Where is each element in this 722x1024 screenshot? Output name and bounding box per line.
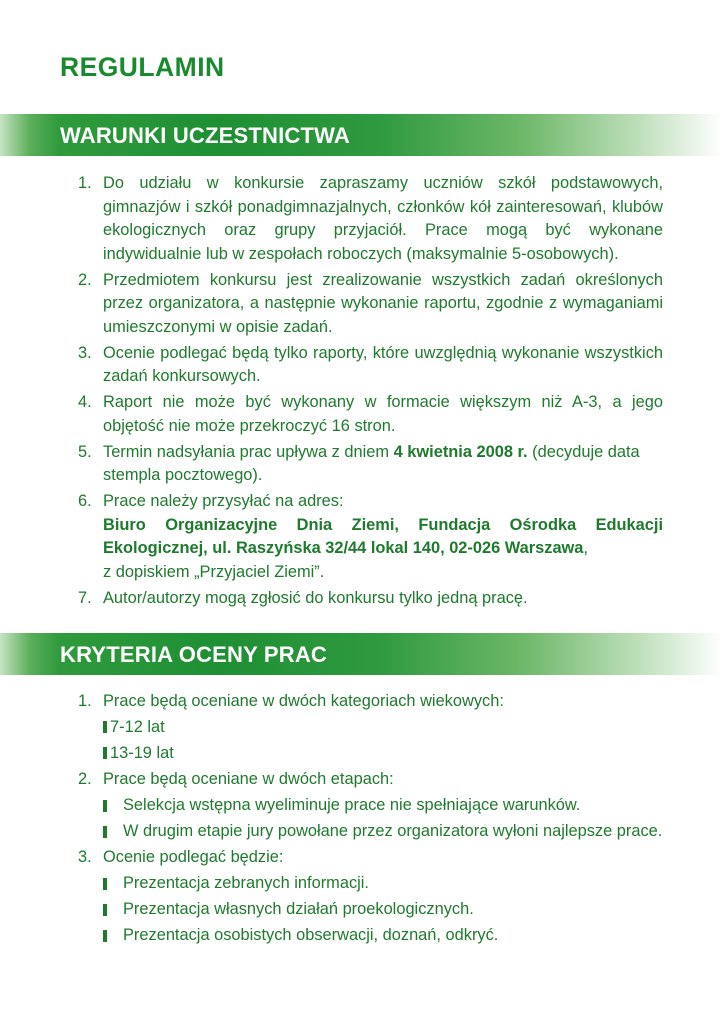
- list-item: [78, 690, 663, 714]
- sub-item-text: Prezentacja zebranych informacji.: [123, 874, 369, 892]
- item-text: Prace będą oceniane w dwóch etapach:: [103, 770, 394, 788]
- sub-item: [103, 820, 663, 844]
- list-item: [78, 490, 663, 584]
- item-number: 1.: [78, 692, 92, 710]
- deadline-text: Termin nadsyłania prac upływa z dniem: [103, 442, 394, 461]
- item-number: 7.: [78, 588, 92, 607]
- deadline-note: (decyduje data stempla pocztowego).: [103, 442, 640, 484]
- list-item: [78, 342, 663, 389]
- bullet-icon: [103, 800, 111, 812]
- section-header-bar: [0, 633, 722, 675]
- sub-item-text: Prezentacja osobistych obserwacji, doznań, odkryć.: [123, 926, 499, 944]
- sub-item-text: Selekcja wstępna wyeliminuje prace nie spełniające warunków.: [123, 796, 581, 814]
- item-number: 6.: [78, 492, 92, 510]
- item-text: Raport nie może być wykonany w formacie większym niż A-3, a jego objętość nie może przekroczyć 16 stron.: [103, 393, 663, 435]
- item-text: Autor/autorzy mogą zgłosić do konkursu tylko jedną pracę.: [103, 588, 528, 607]
- list-item: [78, 587, 663, 611]
- item-text: Ocenie podlegać będzie:: [103, 848, 284, 866]
- address-text: Biuro Organizacyjne Dnia Ziemi, Fundacja Ośrodka Edukacji Ekologicznej, ul. Raszyńska 32/44 lokal 140, 02-026 Warszawa: [103, 515, 663, 557]
- item-number: 5.: [78, 442, 92, 461]
- item-number: 4.: [78, 393, 92, 411]
- bullet-icon: [103, 721, 110, 733]
- list-item: [78, 391, 663, 438]
- sub-item: [78, 742, 663, 766]
- sub-item-text: W drugim etapie jury powołane przez organizatora wyłoni najlepsze prace.: [123, 822, 663, 840]
- section-header-bar: [0, 114, 722, 156]
- list-item: [78, 768, 663, 792]
- bullet-icon: [103, 930, 111, 942]
- item-number: 1.: [78, 174, 92, 192]
- evaluation-criteria-list: [78, 690, 663, 950]
- sub-list: [78, 872, 663, 948]
- deadline-date: 4 kwietnia 2008 r.: [393, 442, 528, 461]
- item-number: 3.: [78, 848, 92, 866]
- bullet-icon: [103, 904, 111, 916]
- item-number: 3.: [78, 343, 92, 362]
- sub-item-text: 13-19 lat: [110, 744, 174, 762]
- section-heading: WARUNKI UCZESTNICTWA: [60, 123, 350, 148]
- sub-list: [78, 794, 663, 844]
- sub-item-text: Prezentacja własnych działań proekologicznych.: [123, 900, 474, 918]
- section-heading: KRYTERIA OCENY PRAC: [60, 642, 328, 667]
- sub-item: [103, 794, 663, 818]
- item-text: Do udziału w konkursie zapraszamy uczniów szkół podstawowych, gimnazjów i szkół ponadgimnazjalnych, członków kół zainteresowań, klubów ekologicznych oraz grupy przyjaciół. Prace mogą być wykonane indywidualnie lub w zespołach roboczych (maksymalnie 5-osobowych).: [103, 174, 663, 263]
- list-item: [78, 172, 663, 266]
- sub-item: [103, 898, 663, 922]
- item-text: [103, 441, 663, 488]
- item-text: Przedmiotem konkursu jest zrealizowanie wszystkich zadań określonych przez organizatora, a następnie wykonanie raportu, zgodnie z wymaganiami umieszczonymi w opisie zadań.: [103, 270, 663, 336]
- bullet-icon: [103, 878, 111, 890]
- list-item: [78, 441, 663, 488]
- list-item: [78, 269, 663, 340]
- bullet-icon: [103, 826, 111, 838]
- postal-address: [103, 514, 663, 561]
- participation-rules-list: [78, 172, 663, 613]
- address-note: z dopiskiem „Przyjaciel Ziemi”.: [103, 562, 325, 581]
- address-tail: ,: [583, 539, 588, 557]
- item-text: Prace należy przysyłać na adres:: [103, 492, 344, 510]
- sub-item-text: 7-12 lat: [110, 718, 165, 736]
- item-number: 2.: [78, 770, 92, 788]
- sub-item: [103, 872, 663, 896]
- page-title: REGULAMIN: [60, 52, 225, 82]
- item-number: 2.: [78, 270, 92, 289]
- list-item: [78, 846, 663, 870]
- item-text: Prace będą oceniane w dwóch kategoriach wiekowych:: [103, 692, 504, 710]
- sub-item: [78, 716, 663, 740]
- item-text: Ocenie podlegać będą tylko raporty, które uwzględnią wykonanie wszystkich zadań konkursowych.: [103, 343, 663, 385]
- bullet-icon: [103, 747, 110, 759]
- sub-item: [103, 924, 663, 948]
